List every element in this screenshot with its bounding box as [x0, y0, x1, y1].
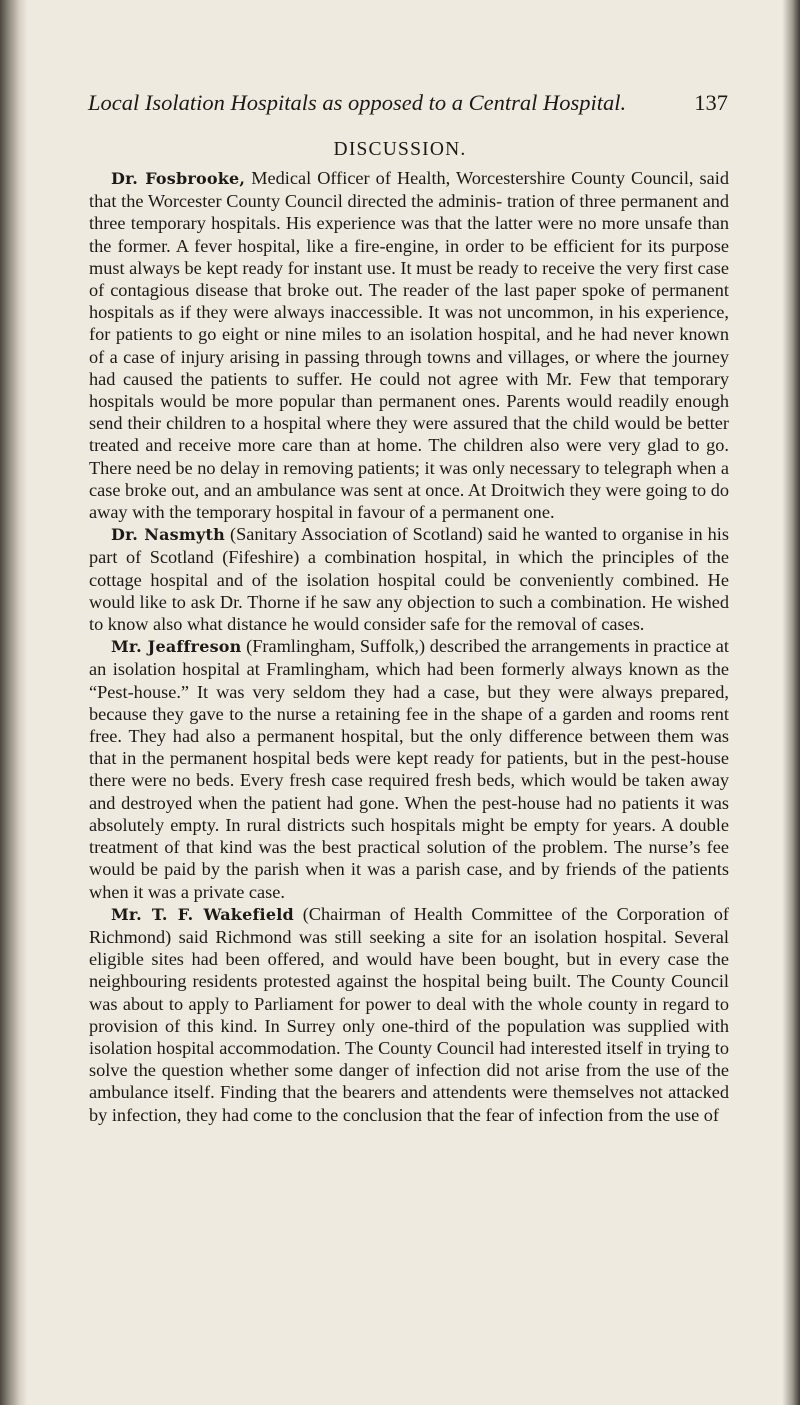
paragraph-jeaffreson — [89, 635, 729, 902]
running-title: Local Isolation Hospitals as opposed to a Central Hospital. — [88, 90, 627, 115]
paragraph-text: (Framlingham, Suffolk,) described the arrangements in practice at an isolation hospital at Framlingham, which had been formerly always known as the “Pest-house.” It was very seldom they had a case, but they were always prepared, because they gave to the nurse a retaining fee in the shape of a garden and rooms rent free. They had also a permanent hospital, but the only difference between them was that in the permanent hospital beds were kept ready for patients, but in the pest-house there were no beds. Every fresh case required fresh beds, which would be taken away and destroyed when the patient had gone. When the pest-house had no patients it was absolutely empty. In rural districts such hospitals might be empty for years. A double treatment of that kind was the best practical solution of the problem. The nurse’s fee would be paid by the parish when it was a parish case, and by friends of the patients when it was a private case. — [89, 636, 729, 902]
section-heading: DISCUSSION. — [333, 139, 467, 160]
discussion-body — [89, 167, 729, 1126]
paragraph-text: Medical Officer of Health, Worcestershire County Council, said that the Worcester County Council directed the adminis- tration of three permanent and three temporary hospitals. His experience was that the latter were no more unsafe than the former. A fever hospital, like a fire-engine, in order to be efficient for its purpose must always be kept ready for instant use. It must be ready to receive the very first case of contagious disease that broke out. The reader of the last paper spoke of permanent hospitals as if they were always inaccessible. It was not uncommon, in his experience, for patients to go eight or nine miles to an isolation hospital, and he had never known of a case of injury arising in passing through towns and villages, or where the journey had caused the patients to suffer. He could not agree with Mr. Few that temporary hospitals would be more popular than permanent ones. Parents would readily enough send their children to a hospital where they were assured that the child would be better treated and receive more care than at home. The children also were very glad to go. There need be no delay in removing patients; it was only necessary to telegraph when a case broke out, and an ambulance was sent at once. At Droitwich they were going to do away with the temporary hospital in favour of a permanent one. — [89, 168, 729, 523]
page-number: 137 — [694, 90, 728, 115]
paragraph-wakefield — [89, 903, 729, 1126]
paragraph-text: (Chairman of Health Committee of the Corporation of Richmond) said Richmond was still seeking a site for an isolation hospital. Several eligible sites had been offered, and would have been bought, but in every case the neighbouring residents protested against the hospital being built. The County Council was about to apply to Parliament for power to deal with the whole county in regard to provision of this kind. In Surrey only one-third of the population was supplied with isolation hospital accommodation. The County Council had interested itself in trying to solve the question whether some danger of infection did not arise from the use of the ambulance itself. Finding that the bearers and attendents were themselves not attacked by infection, they had come to the conclusion that the fear of infection from the use of — [89, 903, 729, 1125]
paragraph-fosbrooke — [89, 167, 729, 523]
speaker-name: Dr. Nasmyth — [111, 525, 225, 545]
speaker-name: Mr. T. F. Wakefield — [111, 904, 294, 924]
running-header — [88, 86, 728, 116]
page-edge-shadow — [782, 0, 800, 1405]
page-binding-shadow — [0, 0, 28, 1405]
paragraph-nasmyth — [89, 523, 729, 635]
paragraph-text: (Sanitary Association of Scotland) said he wanted to organise in his part of Scotland (Fifeshire) a combination hospital, in which the principles of the cottage hospital and of the isolation hospital could be conveniently combined. He would like to ask Dr. Thorne if he saw any objection to such a combination. He wished to know also what distance he would consider safe for the removal of cases. — [89, 524, 729, 635]
speaker-name: Mr. Jeaffreson — [111, 637, 242, 657]
speaker-name: Dr. Fosbrooke, — [111, 169, 246, 188]
